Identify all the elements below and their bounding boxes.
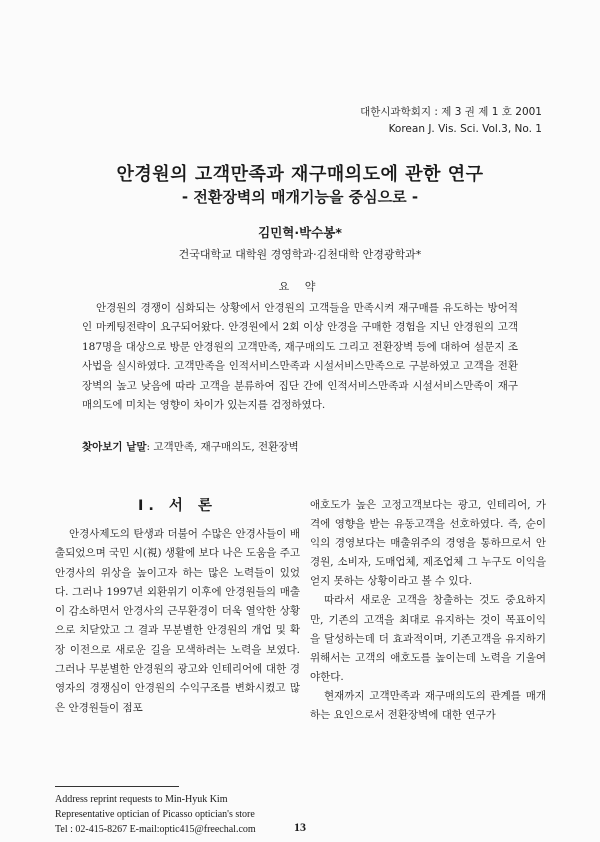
footnote-divider: [55, 786, 179, 787]
intro-paragraph-4: 현재까지 고객만족과 재구매의도의 관계를 매개하는 요인으로서 전환장벽에 대한 연구가: [310, 689, 546, 722]
abstract-text: 안경원의 경쟁이 심화되는 상황에서 안경원의 고객들을 만족시켜 재구매를 유도하는 방어적인 마케팅전략이 요구되어왔다. 안경원에서 2회 이상 안경을 구매한 경험을 지닌 안경원의 고객 187명을 대상으로 방문 안경원의 고객만족, 재구매의도 그리고 전환장벽 등에 대하여 설문지 조사법을 실시하였다. 고객만족을 인적서비스만족과 시설서비스만족으로 구분하였고 고객을 전환장벽의 높고 낮음에 따라 고객을 분류하여 집단 간에 인적서비스만족과 시설서비스만족이 재구매의도에 미치는 영향이 차이가 있는지를 검정하였다.: [82, 302, 518, 412]
footnote-line-1: Address reprint requests to Min-Hyuk Kim: [55, 794, 228, 805]
intro-paragraph-2: 애호도가 높은 고정고객보다는 광고, 인테리어, 가격에 영향을 받는 유동고객을 선호하였다. 즉, 순이익의 경영보다는 매출위주의 경영을 통하므로서 안경원, 소비자, 도매업체, 제조업체 그 누구도 이익을 얻지 못하는 상황이라고 볼 수 있다.: [310, 499, 546, 588]
journal-korean-citation: 대한시과학회지 : 제 3 권 제 1 호 2001: [360, 106, 542, 118]
page-number: 13: [294, 820, 306, 834]
intro-paragraph-3: 따라서 새로운 고객을 창출하는 것도 중요하지만, 기존의 고객을 최대로 유지하는 것이 목표이익을 달성하는데 더 효과적이며, 기존고객을 유지하기 위해서는 고객의 애호도를 높이는데 노력을 기울여야한다.: [310, 594, 546, 683]
paper-title: 안경원의 고객만족과 재구매의도에 관한 연구: [116, 164, 484, 185]
section-heading: I. 서 론: [137, 498, 217, 514]
footnote-line-2: Representative optician of Picasso optician's store: [55, 809, 255, 820]
authors: 김민혁·박수봉*: [258, 225, 342, 240]
journal-english-citation: Korean J. Vis. Sci. Vol.3, No. 1: [388, 123, 542, 135]
right-column: [310, 496, 546, 725]
intro-paragraph-1: 안경사제도의 탄생과 더불어 수많은 안경사들이 배출되었으며 국민 시(視) 생활에 보다 나은 도움을 주고 안경사의 위상을 높이고자 하는 많은 노력들이 있었다. 그러나 1997년 외환위기 이후에 안경원들의 매출이 감소하면서 안경사의 근무환경이 더욱 열악한 상황으로 치닫았고 그 결과 무분별한 안경원의 개업 및 확장 이전으로 새로운 길을 모색하려는 노력을 보였다. 그러나 무분별한 안경원의 광고와 인테리어에 대한 경영자의 경쟁심이 안경원의 수익구조를 변화시켰고 많은 안경원들이 점포: [55, 528, 300, 714]
abstract-heading: 요 약: [278, 280, 322, 293]
paper-subtitle: - 전환장벽의 매개기능을 중심으로 -: [181, 188, 419, 206]
keywords-text: : 고객만족, 재구매의도, 전환장벽: [146, 441, 299, 453]
journal-header: [360, 104, 542, 138]
affiliation: 건국대학교 대학원 경영학과·김천대학 안경광학과*: [178, 248, 422, 261]
keywords: [82, 438, 518, 456]
keywords-label: 찾아보기 낱말: [82, 441, 147, 453]
footnote-line-3: Tel : 02-415-8267 E-mail:optic415@freechal.com: [55, 824, 256, 835]
left-column: [55, 494, 300, 718]
